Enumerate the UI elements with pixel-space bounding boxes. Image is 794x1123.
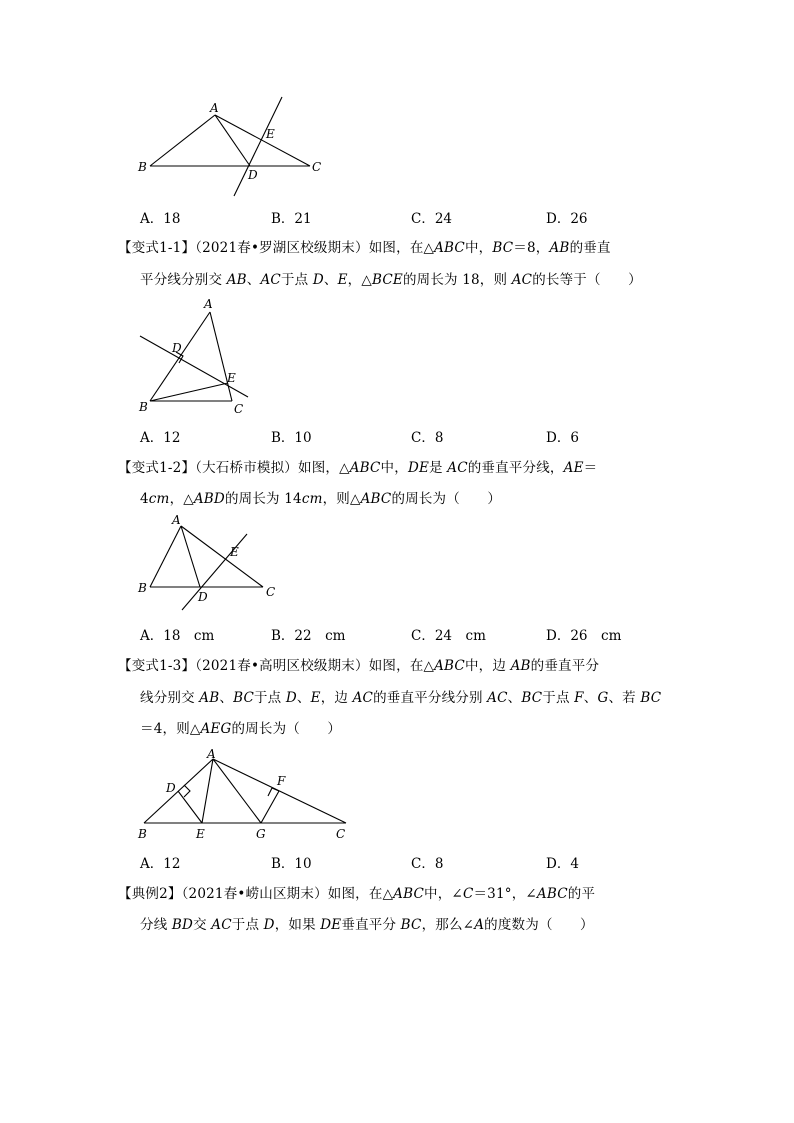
question-text-fragment: A [474, 917, 485, 933]
question-text-fragment: BC [400, 917, 422, 933]
option-b: B．10 [271, 430, 312, 446]
question-text-fragment: 于点 [542, 690, 575, 706]
question-text-fragment: 、 [296, 690, 311, 706]
question-text-fragment: F [574, 690, 584, 706]
question-text-fragment: ABC [393, 886, 425, 902]
question-text-fragment: C [462, 886, 474, 902]
question-text-fragment: 的垂直平分 [530, 658, 600, 674]
question-text-fragment: 、 [507, 690, 522, 706]
option-c: C．24 [411, 211, 453, 227]
question-text-fragment: 如图，在△ [327, 886, 394, 902]
question-text-fragment: 中，∠ [424, 886, 463, 902]
question-tag: 【典例2】 [118, 886, 182, 902]
point-label-A: A [207, 747, 216, 761]
point-label-E: E [227, 371, 236, 385]
question-text-fragment: 的周长为 18，则 [402, 272, 512, 288]
question-tag: 【变式1-2】 [118, 460, 196, 476]
options-4 [140, 852, 700, 870]
question-source: （2021春•高明区校级期末） [195, 658, 369, 674]
question-text-fragment: ABC [349, 460, 381, 476]
question-text-fragment: 的周长为（ ） [391, 491, 502, 507]
question-text-fragment: ABD [193, 491, 225, 507]
options-3 [140, 624, 700, 642]
figure-4 [130, 745, 360, 841]
question-text-fragment: BC [640, 690, 662, 706]
question-text-fragment: 、 [246, 272, 261, 288]
question-text-fragment: BC [521, 690, 543, 706]
question-text-fragment: E [310, 690, 321, 706]
option-c: C．8 [411, 856, 444, 872]
question-text-fragment: ABC [536, 886, 568, 902]
question-text-fragment: ABC [360, 491, 392, 507]
question-text-fragment: D [263, 917, 275, 933]
point-label-A: A [210, 101, 219, 115]
question-text-fragment: ，△ [347, 272, 372, 288]
question-text-fragment: 如图，在△ [368, 240, 435, 256]
question-text-fragment: G [597, 690, 609, 706]
question-text-fragment: AB [199, 690, 220, 706]
question-text-fragment: 垂直平分 [341, 917, 401, 933]
figure-1 [130, 95, 330, 200]
option-a: A．12 [140, 430, 181, 446]
question-text-fragment: AC [260, 272, 281, 288]
question-text-fragment: cm [148, 491, 170, 507]
question-text-fragment: 中， [380, 460, 408, 476]
question-2-line-2 [140, 487, 501, 507]
question-1-line-2 [140, 268, 642, 288]
question-text-fragment: 线分别交 [140, 690, 200, 706]
question-text-fragment: ABC [434, 658, 465, 674]
question-text-fragment: BCE [371, 272, 403, 288]
question-3-line-1 [118, 654, 599, 674]
question-text-fragment: AB [510, 658, 531, 674]
question-text-fragment: 中， [464, 240, 493, 256]
figure-3 [130, 510, 290, 612]
point-label-E: E [196, 827, 205, 841]
option-a: A．12 [140, 856, 181, 872]
question-text-fragment: 的垂直平分线， [467, 460, 564, 476]
point-label-F: F [277, 774, 286, 788]
question-2-line-1 [118, 456, 597, 476]
question-text-fragment: ，△ [169, 491, 194, 507]
point-label-E: E [230, 545, 239, 559]
question-text-fragment: 是 [429, 460, 448, 476]
question-text-fragment: 的平 [567, 886, 596, 902]
question-text-fragment: AB [549, 240, 570, 256]
point-label-B: B [138, 160, 147, 174]
question-text-fragment: 交 [193, 917, 212, 933]
question-text-fragment: BC [492, 240, 514, 256]
point-label-G: G [256, 827, 266, 841]
question-4-line-2 [140, 913, 594, 933]
question-text-fragment: ＝ [583, 460, 598, 476]
question-text-fragment: D [285, 690, 297, 706]
question-text-fragment: 的周长为（ ） [231, 721, 342, 737]
question-text-fragment: ABC [434, 240, 465, 256]
option-c: C．8 [411, 430, 444, 446]
point-label-A: A [172, 513, 181, 527]
question-4-line-1 [118, 882, 595, 902]
point-label-B: B [138, 827, 147, 841]
figure-2 [130, 294, 260, 420]
point-label-B: B [138, 581, 147, 595]
question-text-fragment: 平分线分别交 [140, 272, 227, 288]
question-text-fragment: ＝4，则△ [140, 721, 201, 737]
question-source: （2021春•罗湖区校级期末） [195, 240, 369, 256]
question-text-fragment: 分线 [140, 917, 172, 933]
option-d: D．4 [546, 856, 579, 872]
options-2 [140, 426, 700, 444]
option-b: B．21 [271, 211, 312, 227]
question-text-fragment: 、若 [608, 690, 641, 706]
point-label-D: D [172, 341, 182, 355]
question-text-fragment: AE [563, 460, 584, 476]
question-text-fragment: 的垂直 [569, 240, 611, 256]
question-text-fragment: 于点 [280, 272, 313, 288]
question-text-fragment: 、 [583, 690, 598, 706]
question-text-fragment: 如图，△ [298, 460, 350, 476]
option-d: D．26 [546, 211, 588, 227]
point-label-D: D [248, 168, 258, 182]
question-text-fragment: AC [511, 272, 533, 288]
question-text-fragment: D [312, 272, 324, 288]
point-label-D: D [166, 781, 176, 795]
question-tag: 【变式1-3】 [118, 658, 196, 674]
question-text-fragment: BD [171, 917, 194, 933]
question-text-fragment: 于点 [231, 917, 264, 933]
question-text-fragment: 4 [140, 491, 149, 507]
question-text-fragment: DE [407, 460, 430, 476]
question-text-fragment: ，则△ [322, 491, 361, 507]
question-text-fragment: ＝8， [513, 240, 550, 256]
option-d: D．6 [546, 430, 579, 446]
point-label-B: B [139, 400, 148, 414]
question-text-fragment: AC [447, 460, 468, 476]
point-label-C: C [312, 160, 322, 174]
question-text-fragment: 、 [323, 272, 338, 288]
question-text-fragment: cm [301, 491, 323, 507]
point-label-D: D [198, 590, 208, 604]
question-text-fragment: 的度数为（ ） [484, 917, 594, 933]
question-text-fragment: AC [487, 690, 508, 706]
question-text-fragment: 的长等于（ ） [532, 272, 642, 288]
point-label-C: C [266, 585, 276, 599]
option-b: B．10 [271, 856, 312, 872]
question-text-fragment: AC [352, 690, 374, 706]
question-text-fragment: 的垂直平分线分别 [373, 690, 488, 706]
point-label-E: E [266, 127, 275, 141]
question-text-fragment: 中，边 [464, 658, 511, 674]
question-source: （大石桥市模拟） [195, 460, 298, 476]
option-c: C．24 cm [411, 628, 486, 644]
question-text-fragment: ，那么∠ [421, 917, 475, 933]
question-text-fragment: ，如果 [274, 917, 321, 933]
option-a: A．18 cm [140, 628, 215, 644]
question-tag: 【变式1-1】 [118, 240, 196, 256]
option-d: D．26 cm [546, 628, 622, 644]
question-text-fragment: DE [320, 917, 342, 933]
question-text-fragment: 、 [219, 690, 234, 706]
question-text-fragment: E [337, 272, 348, 288]
question-text-fragment: 的周长为 14 [224, 491, 302, 507]
option-a: A．18 [140, 211, 181, 227]
question-text-fragment: AEG [200, 721, 232, 737]
point-label-C: C [336, 827, 346, 841]
question-source: （2021春•崂山区期末） [181, 886, 328, 902]
option-b: B．22 cm [271, 628, 346, 644]
question-text-fragment: AB [226, 272, 247, 288]
question-text-fragment: AC [211, 917, 232, 933]
options-1 [140, 207, 700, 225]
point-label-C: C [234, 402, 244, 416]
question-text-fragment: 于点 [253, 690, 286, 706]
question-3-line-3 [140, 717, 341, 737]
question-text-fragment: BC [233, 690, 254, 706]
question-text-fragment: ，边 [320, 690, 353, 706]
question-text-fragment: 如图，在△ [368, 658, 435, 674]
point-label-A: A [204, 297, 213, 311]
question-text-fragment: ＝31°，∠ [473, 886, 537, 902]
question-3-line-2 [140, 686, 661, 706]
question-1-line-1 [118, 236, 611, 256]
